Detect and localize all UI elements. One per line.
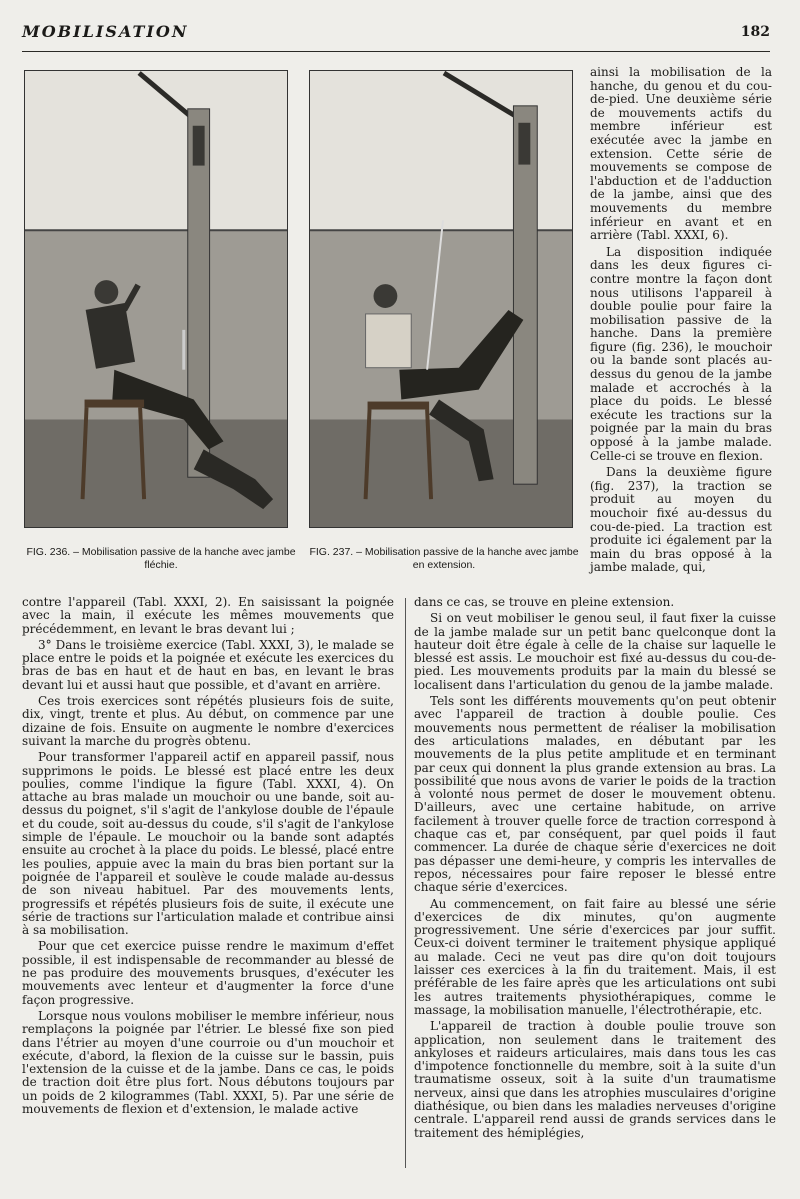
figure-237-caption <box>308 546 580 572</box>
figure-236-caption-text: – Mobilisation passive de la hanche avec jambe fléchie. <box>73 546 296 571</box>
paragraph: Dans la deuxième figure (fig. 237), la traction se produit au moyen du mouchoir fixé au-dessus du cou-de-pied. La traction est produite ici également par la main du bras opposé à la jambe malade, qui, <box>590 465 772 575</box>
figure-236-illustration <box>25 71 287 527</box>
figure-236-photo <box>24 70 288 528</box>
figure-237-photo <box>309 70 573 528</box>
paragraph: Au commencement, on fait faire au blessé une série d'exercices de dix minutes, qu'on augmente progressivement. Une série d'exercices par jour suffit. Ceux-ci doivent terminer le traitement physique appliqué au malade. Ceci ne veut pas dire qu'on doit toujours laisser ces exercices à la fin du traitement. Mais, il est préférable de les faire après que les articulations ont subi les autres traitements physiothérapiques, comme le massage, la mobilisation manuelle, l'électrothérapie, etc. <box>414 896 776 1017</box>
paragraph: ainsi la mobilisation de la hanche, du genou et du cou-de-pied. Une deuxième série de mouvements actifs du membre inférieur est exécutée avec la jambe en extension. Cette série de mouvements se compose de l'abduction et de l'adduction de la jambe, ainsi que des mouvements du membre inférieur en avant et en arrière (Tabl. XXXI, 6). <box>590 65 772 243</box>
paragraph: contre l'appareil (Tabl. XXXI, 2). En saisissant la poignée avec la main, il exécute les mêmes mouvements que précédemment, en levant le bras devant lui ; <box>22 595 394 636</box>
figure-236-caption <box>26 546 296 572</box>
paragraph: Si on veut mobiliser le genou seul, il faut fixer la cuisse de la jambe malade sur un petit banc quelconque dont la hauteur doit être égale à celle de la chaise sur laquelle le blessé est assis. Le mouchoir est fixé au-dessus du cou-de-pied. Les mouvements produits par la main du blessé se localisent dans l'articulation du genou de la jambe malade. <box>414 611 776 692</box>
paragraph: Pour que cet exercice puisse rendre le maximum d'effet possible, il est indispensable de recommander au blessé de ne pas produire des mouvements brusques, d'exécuter les mouvements avec lenteur et d'augmenter la force d'une façon progressive. <box>22 939 394 1007</box>
middle-text-column <box>414 596 776 1143</box>
page-number: 182 <box>740 24 770 40</box>
figure-237-illustration <box>310 71 572 527</box>
right-text-column <box>590 66 772 578</box>
paragraph: 3° Dans le troisième exercice (Tabl. XXXI, 3), le malade se place entre le poids et la poignée et exécute les exercices du bras de bas en haut et de haut en bas, en levant le bras devant lui et aussi haut que possible, et d'avant en arrière. <box>22 637 394 692</box>
figure-237-caption-text: – Mobilisation passive de la hanche avec jambe en extension. <box>356 546 579 571</box>
left-text-column <box>22 596 394 1119</box>
paragraph: dans ce cas, se trouve en pleine extension. <box>414 595 675 609</box>
paragraph: Lorsque nous voulons mobiliser le membre inférieur, nous remplaçons la poignée par l'étrier. Le blessé fixe son pied dans l'étrier au moyen d'une courroie ou d'un mouchoir et exécute, d'abord, la flexion de la cuisse sur le bassin, puis l'extension de la cuisse et de la jambe. Dans ce cas, le poids de traction doit être plus fort. Nous débutons toujours par un poids de 2 kilogrammes (Tabl. XXXI, 5). Par une série de mouvements de flexion et d'extension, le malade active <box>22 1008 394 1116</box>
figure-236-number: FIG. 236. <box>26 546 71 558</box>
running-title: MOBILISATION <box>22 22 189 41</box>
paragraph: Pour transformer l'appareil actif en appareil passif, nous supprimons le poids. Le blessé est placé entre les deux poulies, comme l'indique la figure (Tabl. XXXI, 4). On attache au bras malade un mouchoir ou une bande, soit au-dessus du poignet, s'il s'agit de l'ankylose double de l'épaule et du coude, soit au-dessus du coude, s'il s'agit de l'ankylose simple de l'épaule. Le mouchoir ou la bande sont adaptés ensuite au crochet à la place du poids. Le blessé, placé entre les poulies, appuie avec la main du bras bien portant sur la poignée de l'appareil et soulève le coude malade au-dessus de son niveau habituel. Par des mouvements lents, progressifs et répétés plusieurs fois de suite, il exécute une série de tractions sur l'articulation malade et contribue ainsi à sa mobilisation. <box>22 750 394 938</box>
figure-237-number: FIG. 237. <box>309 546 354 558</box>
paragraph: Tels sont les différents mouvements qu'on peut obtenir avec l'appareil de traction à double poulie. Ces mouvements nous permettent de réaliser la mobilisation des articulations malades, en débutant par les mouvements de la plus petite amplitude et en terminant par ceux qui donnent la plus grande extension au bras. La possibilité que nous avons de varier le poids de la traction à volonté nous permet de doser le mouvement obtenu. D'ailleurs, avec une certaine habitude, on arrive facilement à trouver quelle force de traction correspond à chaque cas et, par conséquent, par quel poids il faut commencer. La durée de chaque série d'exercices ne doit pas dépasser une demi-heure, y compris les intervalles de repos, nécessaires pour faire reposer le blessé entre chaque série d'exercices. <box>414 694 776 895</box>
paragraph: La disposition indiquée dans les deux figures ci-contre montre la façon dont nous utilisons l'appareil à double poulie pour faire la mobilisation passive de la hanche. Dans la première figure (fig. 236), le mouchoir ou la bande sont placés au-dessus du genou de la jambe malade et accrochés à la place du poids. Le blessé exécute les tractions sur la poignée par la main du bras opposé à la jambe malade. Celle-ci se trouve en flexion. <box>590 244 772 463</box>
column-divider <box>405 598 406 1168</box>
paragraph: Ces trois exercices sont répétés plusieurs fois de suite, dix, vingt, trente et plus. Au début, on commence par une dizaine de fois. Ensuite on augmente le nombre d'exercices suivant la marche du progrès obtenu. <box>22 694 394 748</box>
page-header <box>22 22 770 52</box>
paragraph: L'appareil de traction à double poulie trouve son application, non seulement dans le traitement des ankyloses et raideurs articulaires, mais dans tous les cas d'impotence fonctionnelle du membre, soit à la suite d'un traumatisme osseux, soit à la suite d'un traumatisme nerveux, ainsi que dans les atrophies musculaires d'origine diathésique, ou bien dans les maladies nerveuses d'origine centrale. L'appareil rend aussi de grands services dans le traitement des hémiplégies, <box>414 1019 776 1140</box>
